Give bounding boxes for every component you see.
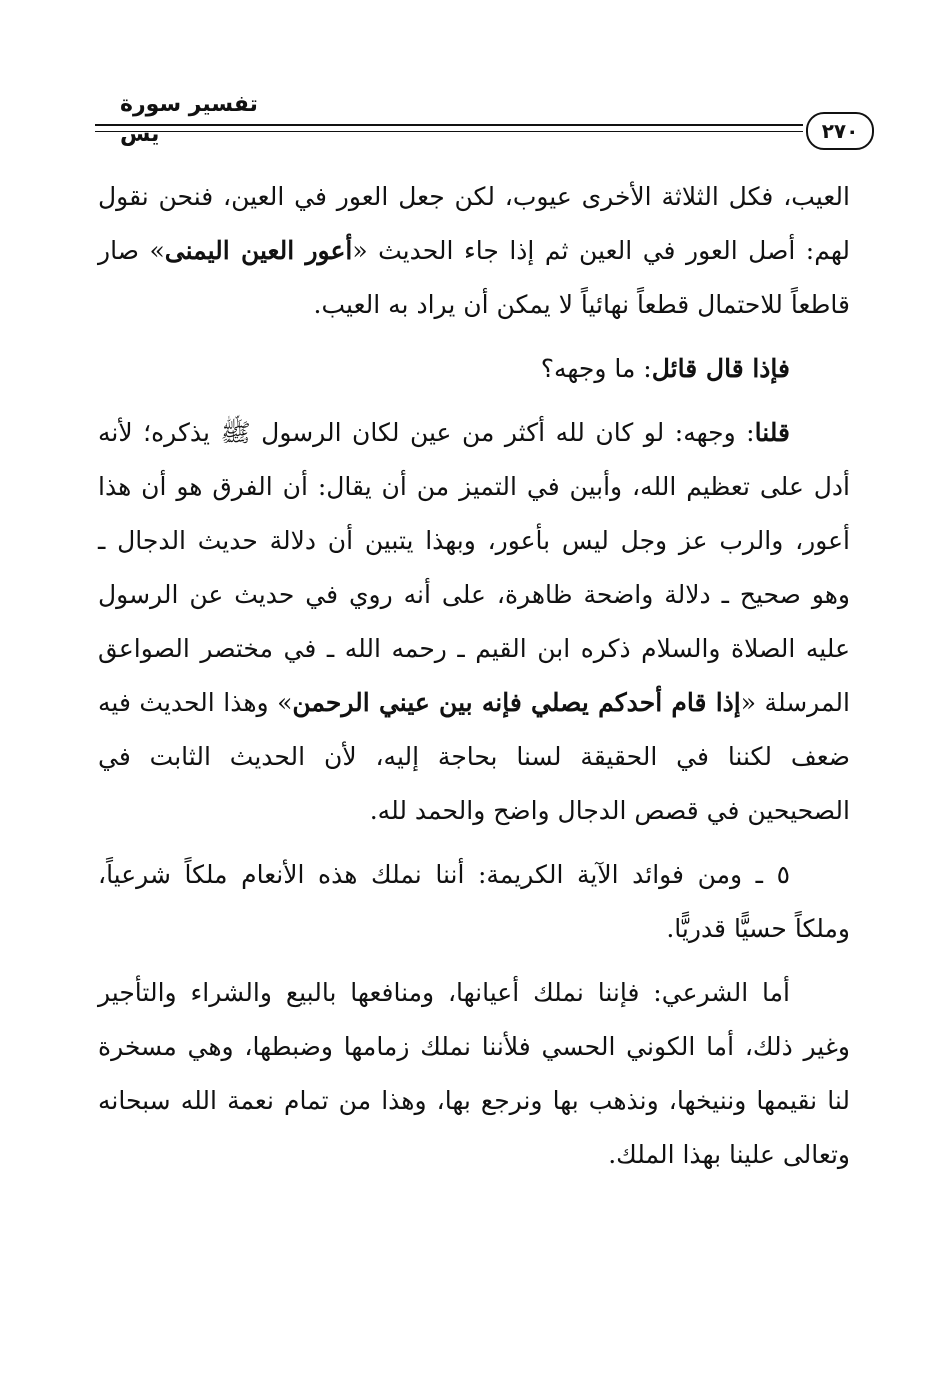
question-lead: فإذا قال قائل [651,354,790,383]
running-title: تفسير سورة يس [120,92,258,147]
text-run: » صار قاطعاً للاحتمال قطعاً نهائياً لا يمكن أن يراد به العيب. [98,236,850,319]
hadith-quote: إذا قام أحدكم يصلي فإنه بين عيني الرحمن [292,688,741,717]
hadith-quote: أعور العين اليمنى [164,236,353,265]
answer-lead: قلنا [754,418,790,447]
text-run: » وهذا الحديث فيه ضعف لكننا في الحقيقة لسنا بحاجة إليه، لأن الحديث الثابت في الصحيحين في قصص الدجال واضح والحمد لله. [98,688,850,825]
page-body [98,170,850,1192]
paragraph-2 [98,342,850,396]
text-run: : وجهه: لو كان لله أكثر من عين لكان الرسول ﷺ يذكره؛ لأنه أدل على تعظيم الله، وأبين في التميز من أن يقال: أن الفرق هو أن هذا أعور، والرب عز وجل ليس بأعور، وبهذا يتبين أن دلالة حديث الدجال ـ وهو صحيح ـ دلالة واضحة ظاهرة، على أنه روي في حديث عن الرسول عليه الصلاة والسلام ذكره ابن القيم ـ رحمه الله ـ في مختصر الصواعق المرسلة « [98,418,850,717]
paragraph-1 [98,170,850,332]
page-number: ٢٧٠ [806,112,874,150]
paragraph-3 [98,406,850,838]
paragraph-4: ٥ ـ ومن فوائد الآية الكريمة: أننا نملك هذه الأنعام ملكاً شرعياً، وملكاً حسيًّا قدريًّا. [98,860,850,943]
text-run: : ما وجهه؟ [540,354,652,383]
header-rule-thin [95,131,803,132]
paragraph-5: أما الشرعي: فإننا نملك أعيانها، ومنافعها بالبيع والشراء والتأجير وغير ذلك، أما الكوني الحسي فلأننا نملك زمامها وضبطها، وهي مسخرة لنا نقيمها وننيخها، ونذهب بها ونرجع بها، وهذا من تمام نعمة الله سبحانه وتعالى علينا بهذا الملك. [98,978,850,1169]
text-run: العيب، فكل الثلاثة الأخرى عيوب، لكن جعل العور في العين، فنحن نقول لهم: أصل العور في العين ثم إذا جاء الحديث « [98,182,851,265]
header-rule-thick [95,124,803,126]
